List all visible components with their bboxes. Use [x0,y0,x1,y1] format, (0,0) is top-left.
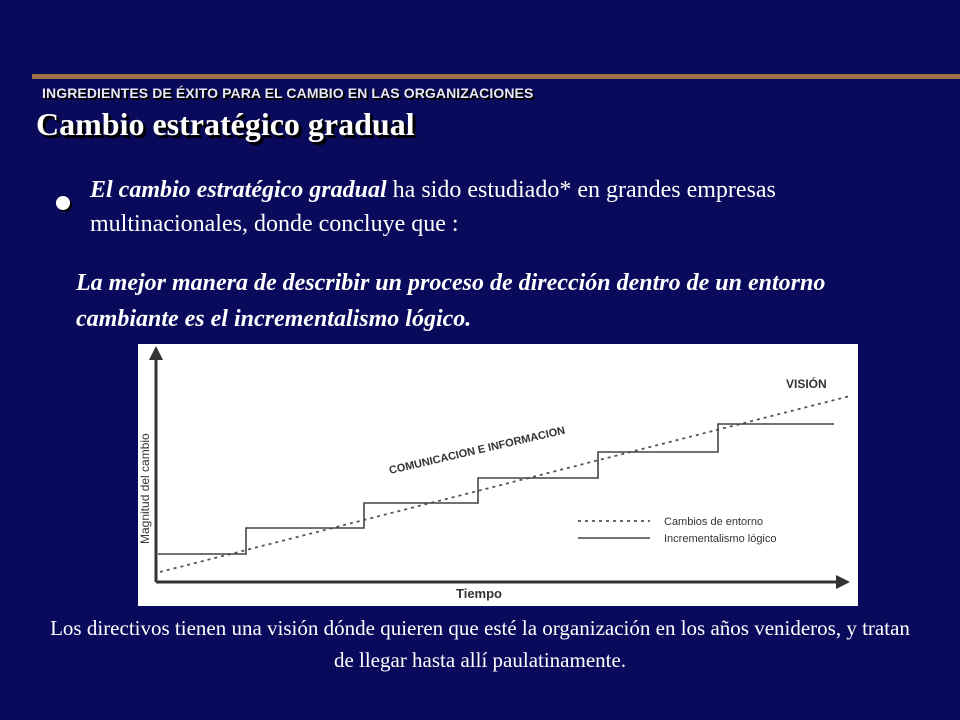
incrementalism-diagram [138,344,858,606]
environment-change-line [160,396,850,572]
header-rule [32,74,960,79]
bullet-icon [56,196,70,210]
x-axis-label: Tiempo [456,586,502,601]
section-kicker: INGREDIENTES DE ÉXITO PARA EL CAMBIO EN LAS ORGANIZACIONES [42,85,534,101]
y-axis-arrow-icon [149,346,163,360]
slide-title: Cambio estratégico gradual [36,106,415,142]
vision-label: VISIÓN [786,377,827,391]
slide-caption: Los directivos tienen una visión dónde quieren que esté la organización en los años venideros, y tratan de llegar hasta allí paulatinamente. [50,616,910,672]
bullet-rest: ha sido estudiado* en grandes empresas multinacionales, donde concluye que : [90,177,776,237]
trend-label: COMUNICACION E INFORMACION [387,424,567,477]
legend-dotted-label: Cambios de entorno [664,516,764,528]
x-axis-arrow-icon [836,575,850,589]
diagram-svg [138,344,858,606]
bullet-paragraph [90,173,890,241]
bullet-emphasis: El cambio estratégico gradual [90,177,387,203]
legend-solid-label: Incrementalismo lógico [664,533,777,545]
key-quote: La mejor manera de describir un proceso de dirección dentro de un entorno cambiante es el incrementalismo lógico. [76,270,826,332]
y-axis-label: Magnitud del cambio [138,433,152,544]
